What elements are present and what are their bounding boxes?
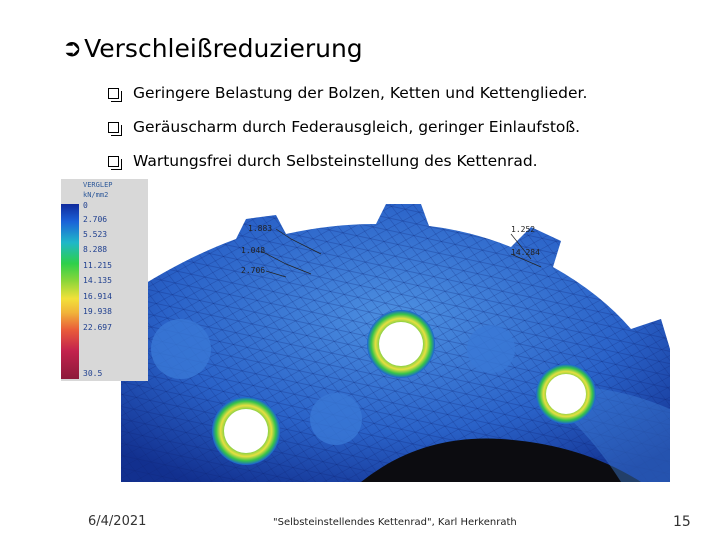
legend-value: 0: [83, 201, 88, 210]
bullet-text: Wartungsfrei durch Selbsteinstellung des Kettenrad.: [133, 152, 538, 170]
legend-value: 30.5: [83, 369, 103, 378]
annotation-label: 2.706: [241, 266, 266, 275]
checkbox-bullet-icon: [108, 156, 119, 167]
legend-value: 8.288: [83, 245, 108, 254]
slide-title: Verschleißreduzierung: [84, 33, 363, 63]
legend-value: 16.914: [83, 292, 112, 301]
bullet-item: [108, 144, 587, 178]
page-number: 15: [673, 514, 691, 530]
bullet-item: [108, 76, 587, 110]
slide-title-row: [62, 28, 363, 68]
legend-unit: kN/mm2: [83, 191, 109, 199]
legend-value: 2.706: [83, 215, 108, 224]
bullet-item: [108, 110, 587, 144]
legend-value: 14.135: [83, 276, 112, 285]
legend-color-bar: [61, 204, 79, 379]
annotation-label: 14.284: [511, 248, 540, 257]
annotation-label: 1.252: [511, 225, 536, 234]
annotation-label: 1.048: [241, 246, 266, 255]
title-arrow-icon: ➲: [62, 34, 83, 62]
checkbox-bullet-icon: [108, 88, 119, 99]
legend-value: 19.938: [83, 307, 112, 316]
bullet-list: [108, 76, 587, 178]
legend-title: VERGLEP: [83, 181, 113, 189]
bullet-text: Geräuscharm durch Federausgleich, geringer Einlaufstoß.: [133, 118, 581, 136]
fem-stress-image: [61, 179, 670, 482]
footer-date: 6/4/2021: [88, 514, 147, 529]
legend-value: 5.523: [83, 230, 108, 239]
annotation-labels: [61, 179, 670, 482]
annotation-label: 1.883: [248, 224, 273, 233]
color-legend: [61, 179, 148, 381]
bullet-text: Geringere Belastung der Bolzen, Ketten und Kettenglieder.: [133, 84, 588, 102]
footer-caption: "Selbsteinstellendes Kettenrad", Karl Herkenrath: [273, 517, 517, 528]
checkbox-bullet-icon: [108, 122, 119, 133]
legend-value: 11.215: [83, 261, 112, 270]
legend-value: 22.697: [83, 323, 112, 332]
